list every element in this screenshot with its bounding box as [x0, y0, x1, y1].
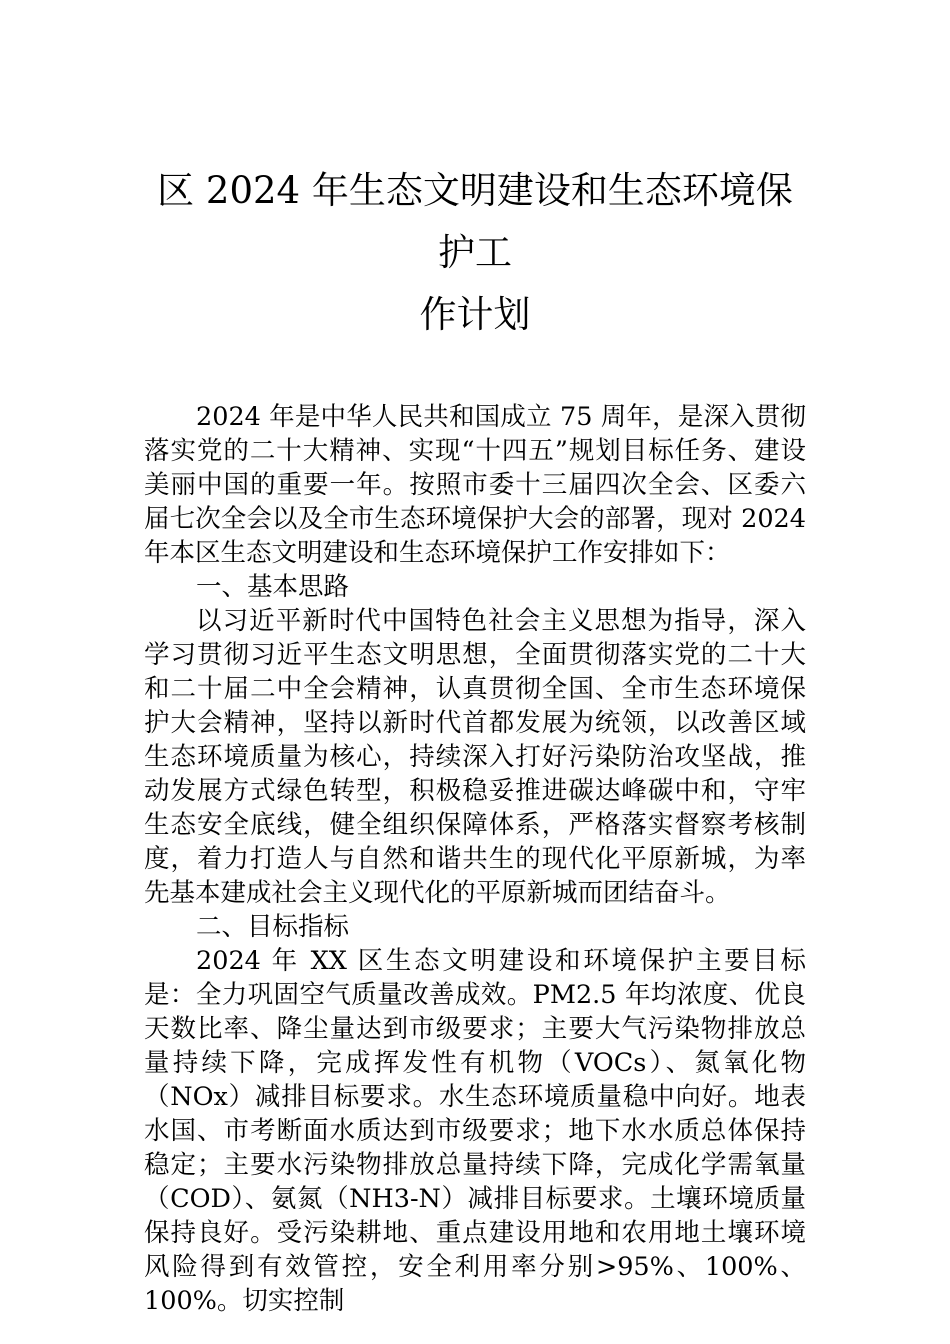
section-1-heading: 一、基本思路 — [196, 572, 350, 602]
document-title — [144, 160, 806, 346]
document-page — [144, 160, 806, 1318]
section-1-body: 以习近平新时代中国特色社会主义思想为指导，深入学习贯彻习近平生态文明思想，全面贯彻落实党的二十大和二十届二中全会精神，认真贯彻全国、全市生态环境保护大会精神，坚持以新时代首都发展为统领，以改善区域生态环境质量为核心，持续深入打好污染防治攻坚战，推动发展方式绿色转型，积极稳妥推进碳达峰碳中和，守牢生态安全底线，健全组织保障体系，严格落实督察考核制度，着力打造人与自然和谐共生的现代化平原新城，为率先基本建成社会主义现代化的平原新城而团结奋斗。 — [144, 606, 806, 908]
title-line-1: 区 2024 年生态文明建设和生态环境保护工 — [157, 169, 793, 274]
intro-paragraph: 2024 年是中华人民共和国成立 75 周年，是深入贯彻落实党的二十大精神、实现“十四五”规划目标任务、建设美丽中国的重要一年。按照市委十三届四次全会、区委六届七次全会以及全市生态环境保护大会的部署，现对 2024 年本区生态文明建设和生态环境保护工作安排如下： — [144, 402, 806, 568]
title-line-2: 作计划 — [419, 293, 531, 336]
section-2-heading: 二、目标指标 — [196, 912, 350, 942]
section-2-body: 2024 年 XX 区生态文明建设和环境保护主要目标是：全力巩固空气质量改善成效。PM2.5 年均浓度、优良天数比率、降尘量达到市级要求；主要大气污染物排放总量持续下降，完成挥发性有机物（VOCs）、氮氧化物（NOx）减排目标要求。水生态环境质量稳中向好。地表水国、市考断面水质达到市级要求；地下水水质总体保持稳定；主要水污染物排放总量持续下降，完成化学需氧量（COD）、氨氮（NH3-N）减排目标要求。土壤环境质量保持良好。受污染耕地、重点建设用地和农用地土壤环境风险得到有效管控，安全利用率分别>95%、100%、100%。切实控制 — [144, 946, 806, 1316]
